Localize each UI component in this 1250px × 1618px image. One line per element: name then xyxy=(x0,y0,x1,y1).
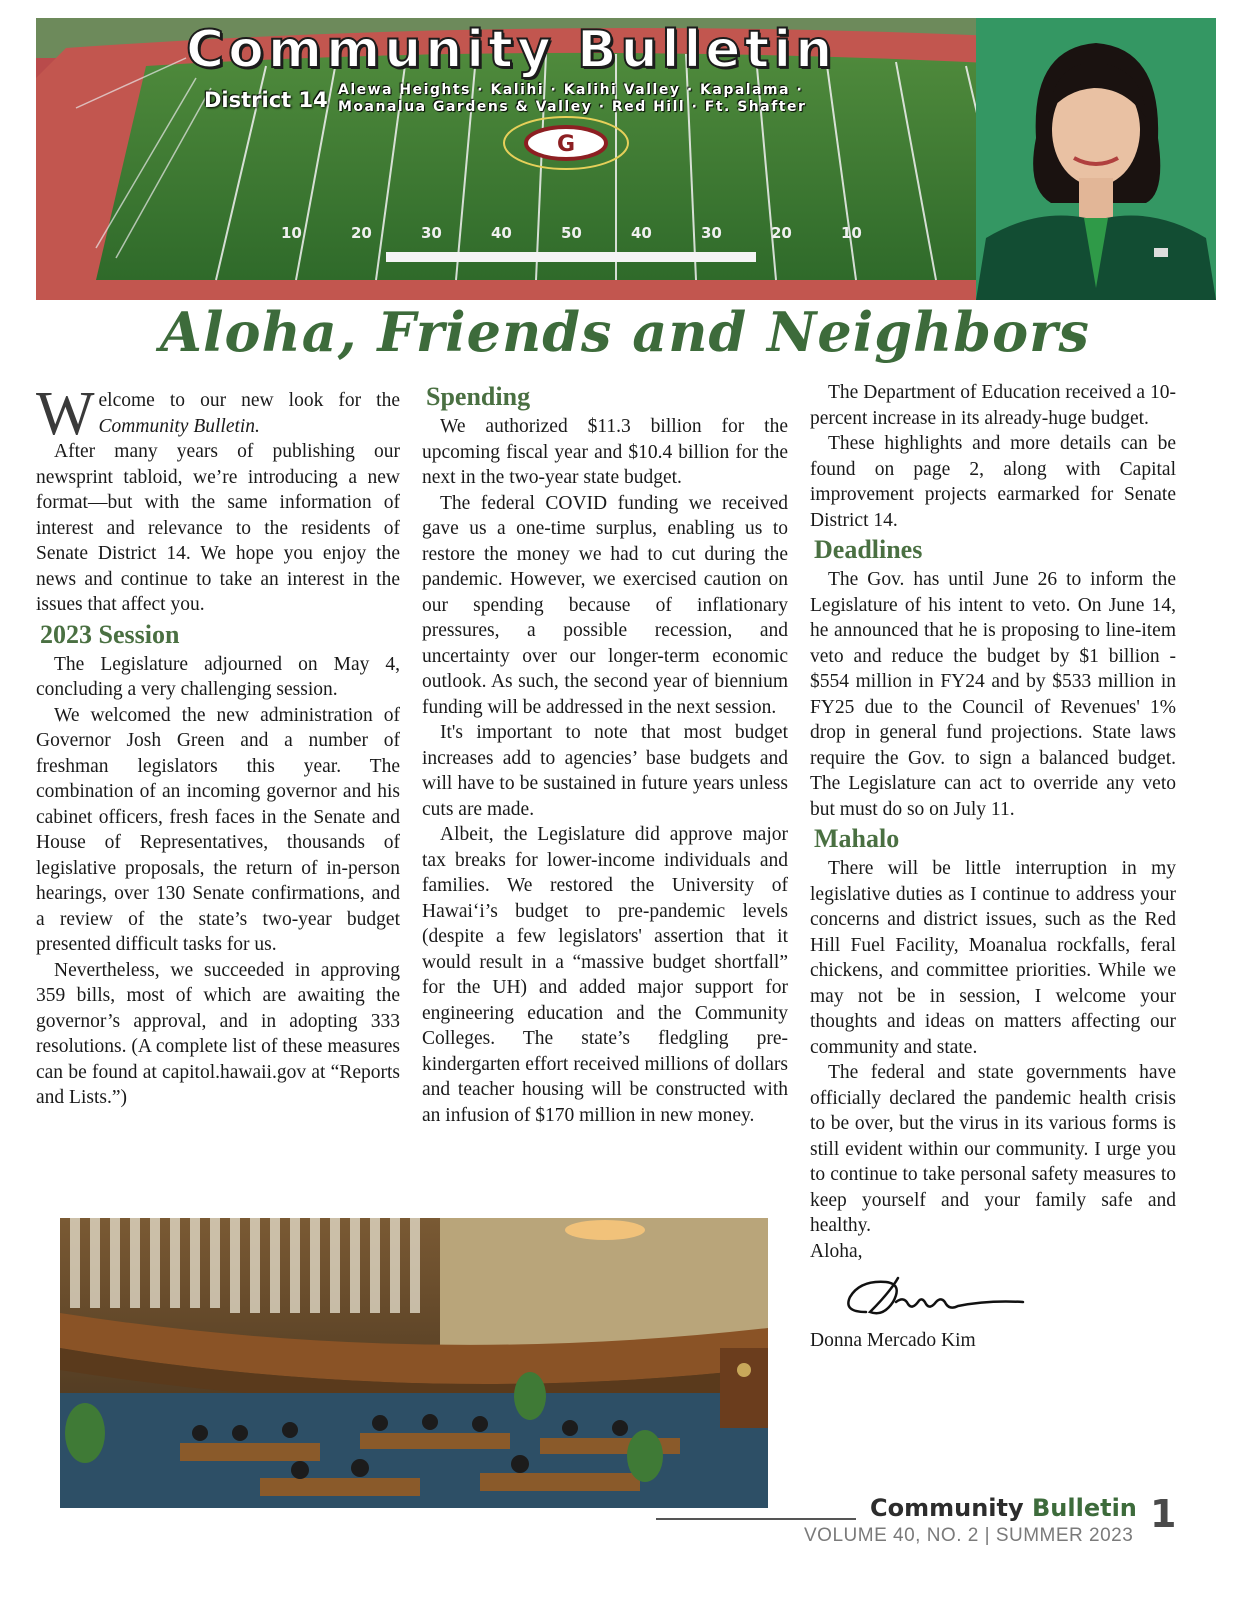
intro-publication-name: Community Bulletin. xyxy=(98,415,260,437)
yard-number: 40 xyxy=(491,224,512,242)
footer-divider xyxy=(656,1518,856,1520)
section-heading-mahalo: Mahalo xyxy=(814,824,900,853)
district-areas xyxy=(338,82,898,116)
signer-name: Donna Mercado Kim xyxy=(810,1330,976,1351)
paragraph: These highlights and more details can be found on page 2, along with Capital improvement projects earmarked for Senate District 14. xyxy=(810,433,1176,531)
headline: Aloha, Friends and Neighbors xyxy=(160,300,1090,364)
page-number: 1 xyxy=(1150,1492,1177,1536)
paragraph: There will be little interruption in my legislative duties as I continue to address your concerns and district issues, such as the Red Hill Fuel Facility, Moanalua rockfalls, feral chickens, and committee priorities. While we may not be in session, I welcome your thoughts and ideas on matters affecting our community and state. xyxy=(810,858,1176,1058)
areas-line-2: Moanalua Gardens & Valley · Red Hill · Ft. Shafter xyxy=(338,99,807,115)
paragraph: After many years of publishing our newsprint tabloid, we’re introducing a new format—but with the same information of interest and relevance to the residents of Senate District 14. We hope you enjoy the news and continue to take an interest in the issues that affect you. xyxy=(36,441,400,615)
yard-number: 30 xyxy=(421,224,442,242)
paragraph: The Gov. has until June 26 to inform the Legislature of his intent to veto. On June 14, he announced that he is proposing to line-item veto and reduce the budget by $1 billion - $554 million in FY24 and by $533 million in FY25 due to the Council of Revenues' 1% drop in general fund projections. State laws require the Gov. to sign a balanced budget. The Legislature can act to override any veto but must do so on July 11. xyxy=(810,569,1176,820)
paragraph: We welcomed the new administration of Governor Josh Green and a number of freshman legislators this year. The combination of an incoming governor and his cabinet officers, fresh faces in the Senate and House of Representatives, thousands of legislative proposals, the return of in-person hearings, over 130 Senate confirmations, and a review of the state’s two-year budget presented difficult tasks for us. xyxy=(36,704,400,955)
footer-title-part-2: Bulletin xyxy=(1032,1494,1137,1522)
district-label: District 14 xyxy=(204,88,328,112)
handwritten-signature xyxy=(838,1272,1038,1324)
yard-number: 10 xyxy=(281,224,302,242)
yard-number: 20 xyxy=(771,224,792,242)
section-heading-deadlines: Deadlines xyxy=(814,535,923,564)
article-column-1 xyxy=(36,380,400,1111)
section-heading-2023-session: 2023 Session xyxy=(40,619,180,649)
yard-number: 40 xyxy=(631,224,652,242)
drop-cap: W xyxy=(36,380,95,448)
paragraph: The Department of Education received a 10-percent increase in its already-huge budget. xyxy=(810,382,1176,429)
footer-title-part-1: Community xyxy=(870,1494,1032,1522)
paragraph: Nevertheless, we succeeded in approving 359 bills, most of which are awaiting the governor’s approval, and in adopting 333 resolutions. (A complete list of these measures can be found at capitol.hawaii.gov at “Reports and Lists.”) xyxy=(36,959,400,1108)
yard-number: 30 xyxy=(701,224,722,242)
paragraph: The federal COVID funding we received gave us a one-time surplus, enabling us to restore the money we had to cut during the pandemic. However, we exercised caution on our spending because of inflationary pressures, a possible recession, and uncertainty over our longer-term economic outlook. As such, the second year of biennium funding will be addressed in the next session. xyxy=(422,492,788,718)
paragraph: We authorized $11.3 billion for the upcoming fiscal year and $10.4 billion for the next in the two-year state budget. xyxy=(422,416,788,488)
issue-info: VOLUME 40, NO. 2 | SUMMER 2023 xyxy=(804,1525,1134,1546)
bulletin-title: Community Bulletin xyxy=(186,20,837,80)
article-column-2 xyxy=(422,380,788,1128)
section-heading-spending: Spending xyxy=(426,382,531,411)
closing-salutation: Aloha, xyxy=(810,1240,863,1262)
paragraph: Albeit, the Legislature did approve major tax breaks for lower-income individuals and families. We restored the University of Hawai‘i’s budget to pre-pandemic levels (despite a few legislators' assertion that it would result in a “massive budget shortfall” for the UH) and added major support for engineering education and the Community Colleges. The state’s fledgling pre-kindergarten effort received millions of dollars and teacher housing will be constructed with an infusion of $170 million in new money. xyxy=(422,824,788,1126)
paragraph: It's important to note that most budget increases add to agencies’ base budgets and will have to be sustained in future years unless cuts are made. xyxy=(422,722,788,820)
senator-portrait xyxy=(976,18,1216,300)
field-logo: G xyxy=(556,132,576,157)
yard-number: 20 xyxy=(351,224,372,242)
paragraph: The federal and state governments have officially declared the pandemic health crisis to be over, but the virus in its various forms is still evident within our community. I urge you to continue to take personal safety measures to keep yourself and your family safe and healthy. xyxy=(810,1062,1176,1236)
intro-paragraph xyxy=(36,380,400,448)
senate-chamber-photo xyxy=(60,1218,768,1508)
footer-bulletin-title xyxy=(870,1494,1137,1522)
paragraph: The Legislature adjourned on May 4, concluding a very challenging session. xyxy=(36,653,400,700)
areas-line-1: Alewa Heights · Kalihi · Kalihi Valley · Kapalama · xyxy=(338,82,804,98)
header-banner xyxy=(36,18,1216,300)
yard-number: 10 xyxy=(841,224,862,242)
article-column-3 xyxy=(810,380,1176,1354)
intro-text: elcome to our new look for the xyxy=(98,390,400,411)
yard-number: 50 xyxy=(561,224,582,242)
